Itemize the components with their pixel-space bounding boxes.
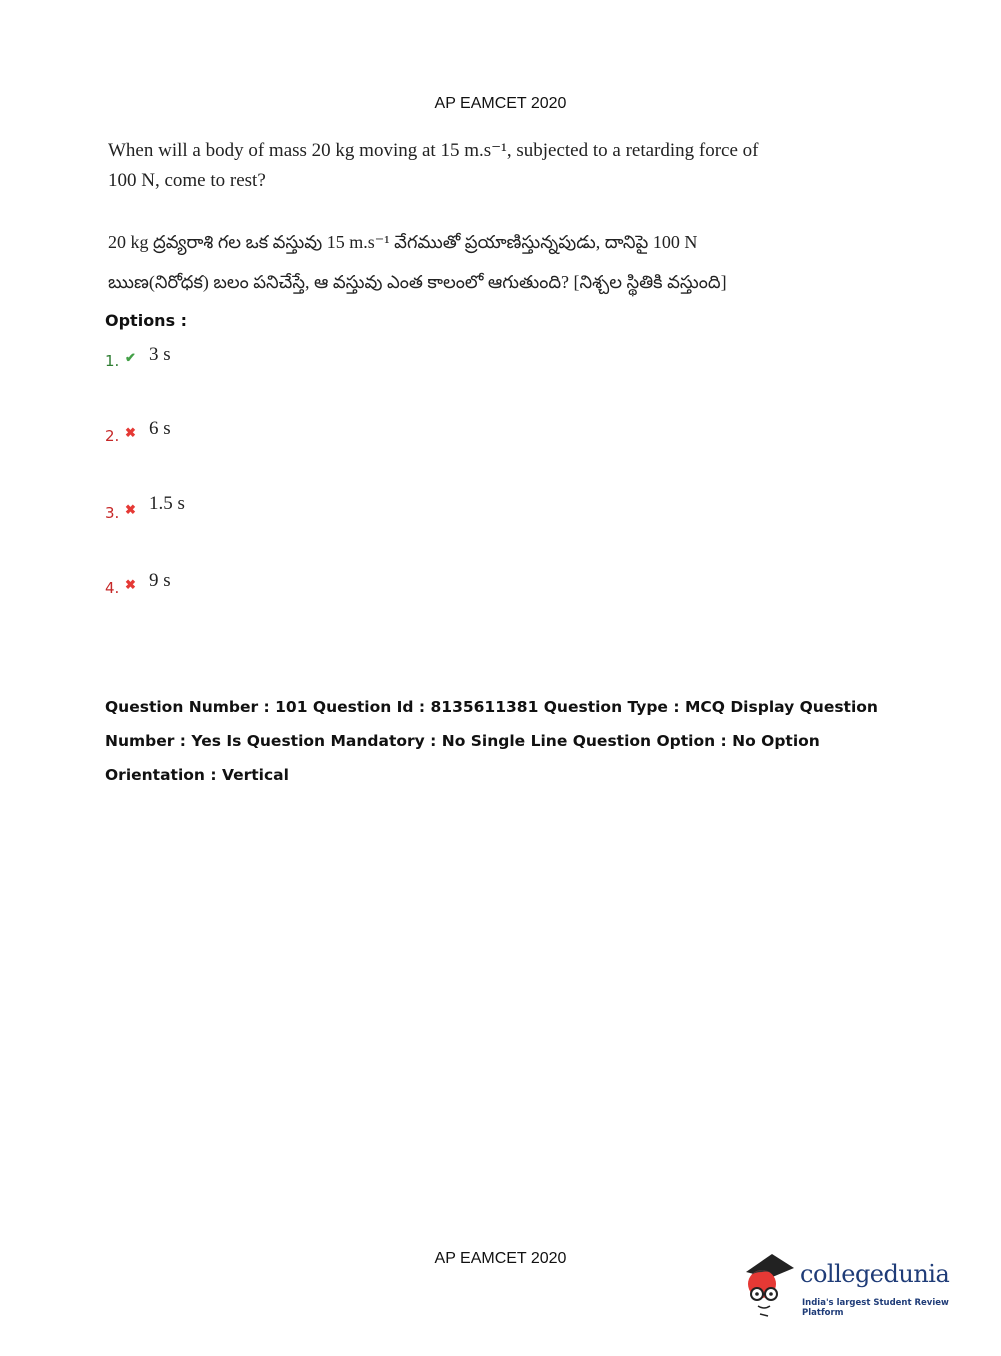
mascot-icon (742, 1248, 798, 1318)
question-text-english: When will a body of mass 20 kg moving at 15 m.s⁻¹, subjected to a retarding force of 100 N, come to rest? (108, 140, 759, 191)
collegedunia-logo (742, 1248, 982, 1318)
option-text: 1.5 s (149, 493, 185, 514)
check-icon: ✔ (125, 350, 136, 365)
question-metadata: Question Number : 101 Question Id : 8135611381 Question Type : MCQ Display Question Number : Yes Is Question Mandatory : No Single Line Question Option : No Option Orientation : Vertical (105, 698, 878, 784)
cross-icon: ✖ (125, 577, 136, 592)
page-footer: AP EAMCET 2020 (434, 1250, 567, 1267)
cross-icon: ✖ (125, 425, 136, 440)
option-number: 2. (105, 427, 120, 445)
cross-icon: ✖ (125, 502, 136, 517)
option-4 (105, 570, 405, 600)
brand-tagline: India's largest Student Review Platform (802, 1298, 949, 1318)
option-number: 4. (105, 579, 120, 597)
option-text: 9 s (149, 570, 171, 591)
option-text: 6 s (149, 418, 171, 439)
option-text: 3 s (149, 344, 171, 365)
options-label: Options : (105, 311, 188, 330)
option-1 (105, 344, 405, 374)
page-header: AP EAMCET 2020 (434, 95, 567, 112)
option-number: 1. (105, 352, 120, 370)
option-3 (105, 493, 405, 523)
option-number: 3. (105, 504, 120, 522)
option-2 (105, 418, 405, 448)
brand-name: collegedunia (800, 1260, 950, 1288)
question-text-telugu: 20 kg ద్రవ్యరాశి గల ఒక వస్తువు 15 m.s⁻¹ వేగముతో ప్రయాణిస్తున్నపుడు, దానిపై 100 N ఋణ(నిరోధక) బలం పనిచేస్తే, ఆ వస్తువు ఎంత కాలంలో ఆగుతుంది? [నిశ్చల స్థితికి వస్తుంది] (108, 232, 727, 292)
